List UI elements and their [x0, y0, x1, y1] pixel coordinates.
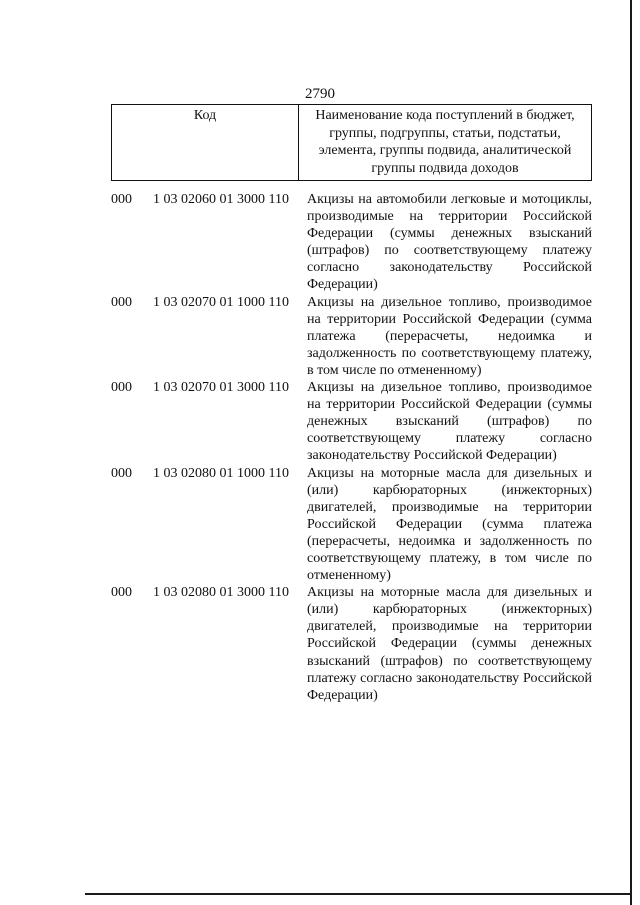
code-description: Акцизы на моторные масла для дизельных и (или) карбюраторных (инжекторных) двигателей, производимые на территории Российской Федерации (суммы денежных взысканий (штрафов) по соответствующему платежу согласно законодательству Российской Федерации) [307, 585, 592, 703]
scan-edge-right [630, 0, 632, 905]
table-row [111, 379, 592, 464]
code-description: Акцизы на автомобили легковые и мотоциклы, производимые на территории Российской Федерации (суммы денежных взысканий (штрафов) по соответствующему платежу согласно законодательству Российской Федерации) [307, 192, 592, 293]
table-row [111, 191, 592, 294]
budget-code: 1 03 02070 01 3000 110 [153, 380, 289, 396]
budget-code: 1 03 02080 01 3000 110 [153, 585, 289, 601]
table-row [111, 294, 592, 379]
budget-code: 1 03 02060 01 3000 110 [153, 192, 289, 207]
header-row [112, 105, 592, 181]
header-code-cell: Код [112, 105, 299, 181]
admin-code: 000 [111, 294, 132, 310]
header-name-cell: Наименование кода поступлений в бюджет, группы, подгруппы, статьи, подстатьи, элемента, группы подвида, аналитической группы подвида доходов [299, 105, 592, 181]
admin-code: 000 [111, 380, 132, 396]
header-table [111, 104, 592, 181]
scan-edge-bottom [85, 893, 632, 895]
code-description: Акцизы на дизельное топливо, производимое на территории Российской Федерации (сумма платежа (перерасчеты, недоимка и задолженность по соответствующему платежу, в том числе по отмененному) [307, 294, 592, 378]
budget-code: 1 03 02070 01 1000 110 [153, 294, 289, 310]
code-description: Акцизы на моторные масла для дизельных и (или) карбюраторных (инжекторных) двигателей, производимые на территории Российской Федерации (сумма платежа (перерасчеты, недоимка и задолженность по соответствующему платежу, в том числе по отмененному) [307, 465, 592, 584]
table-row [111, 584, 592, 704]
budget-code: 1 03 02080 01 1000 110 [153, 465, 289, 481]
table-row [111, 465, 592, 585]
admin-code: 000 [111, 585, 132, 601]
income-codes-list [111, 191, 592, 704]
admin-code: 000 [111, 192, 132, 207]
page-number: 2790 [305, 86, 335, 102]
code-description: Акцизы на дизельное топливо, производимое на территории Российской Федерации (суммы денежных взысканий (штрафов) по соответствующему платежу согласно законодательству Российской Федерации) [307, 380, 592, 464]
admin-code: 000 [111, 465, 132, 481]
